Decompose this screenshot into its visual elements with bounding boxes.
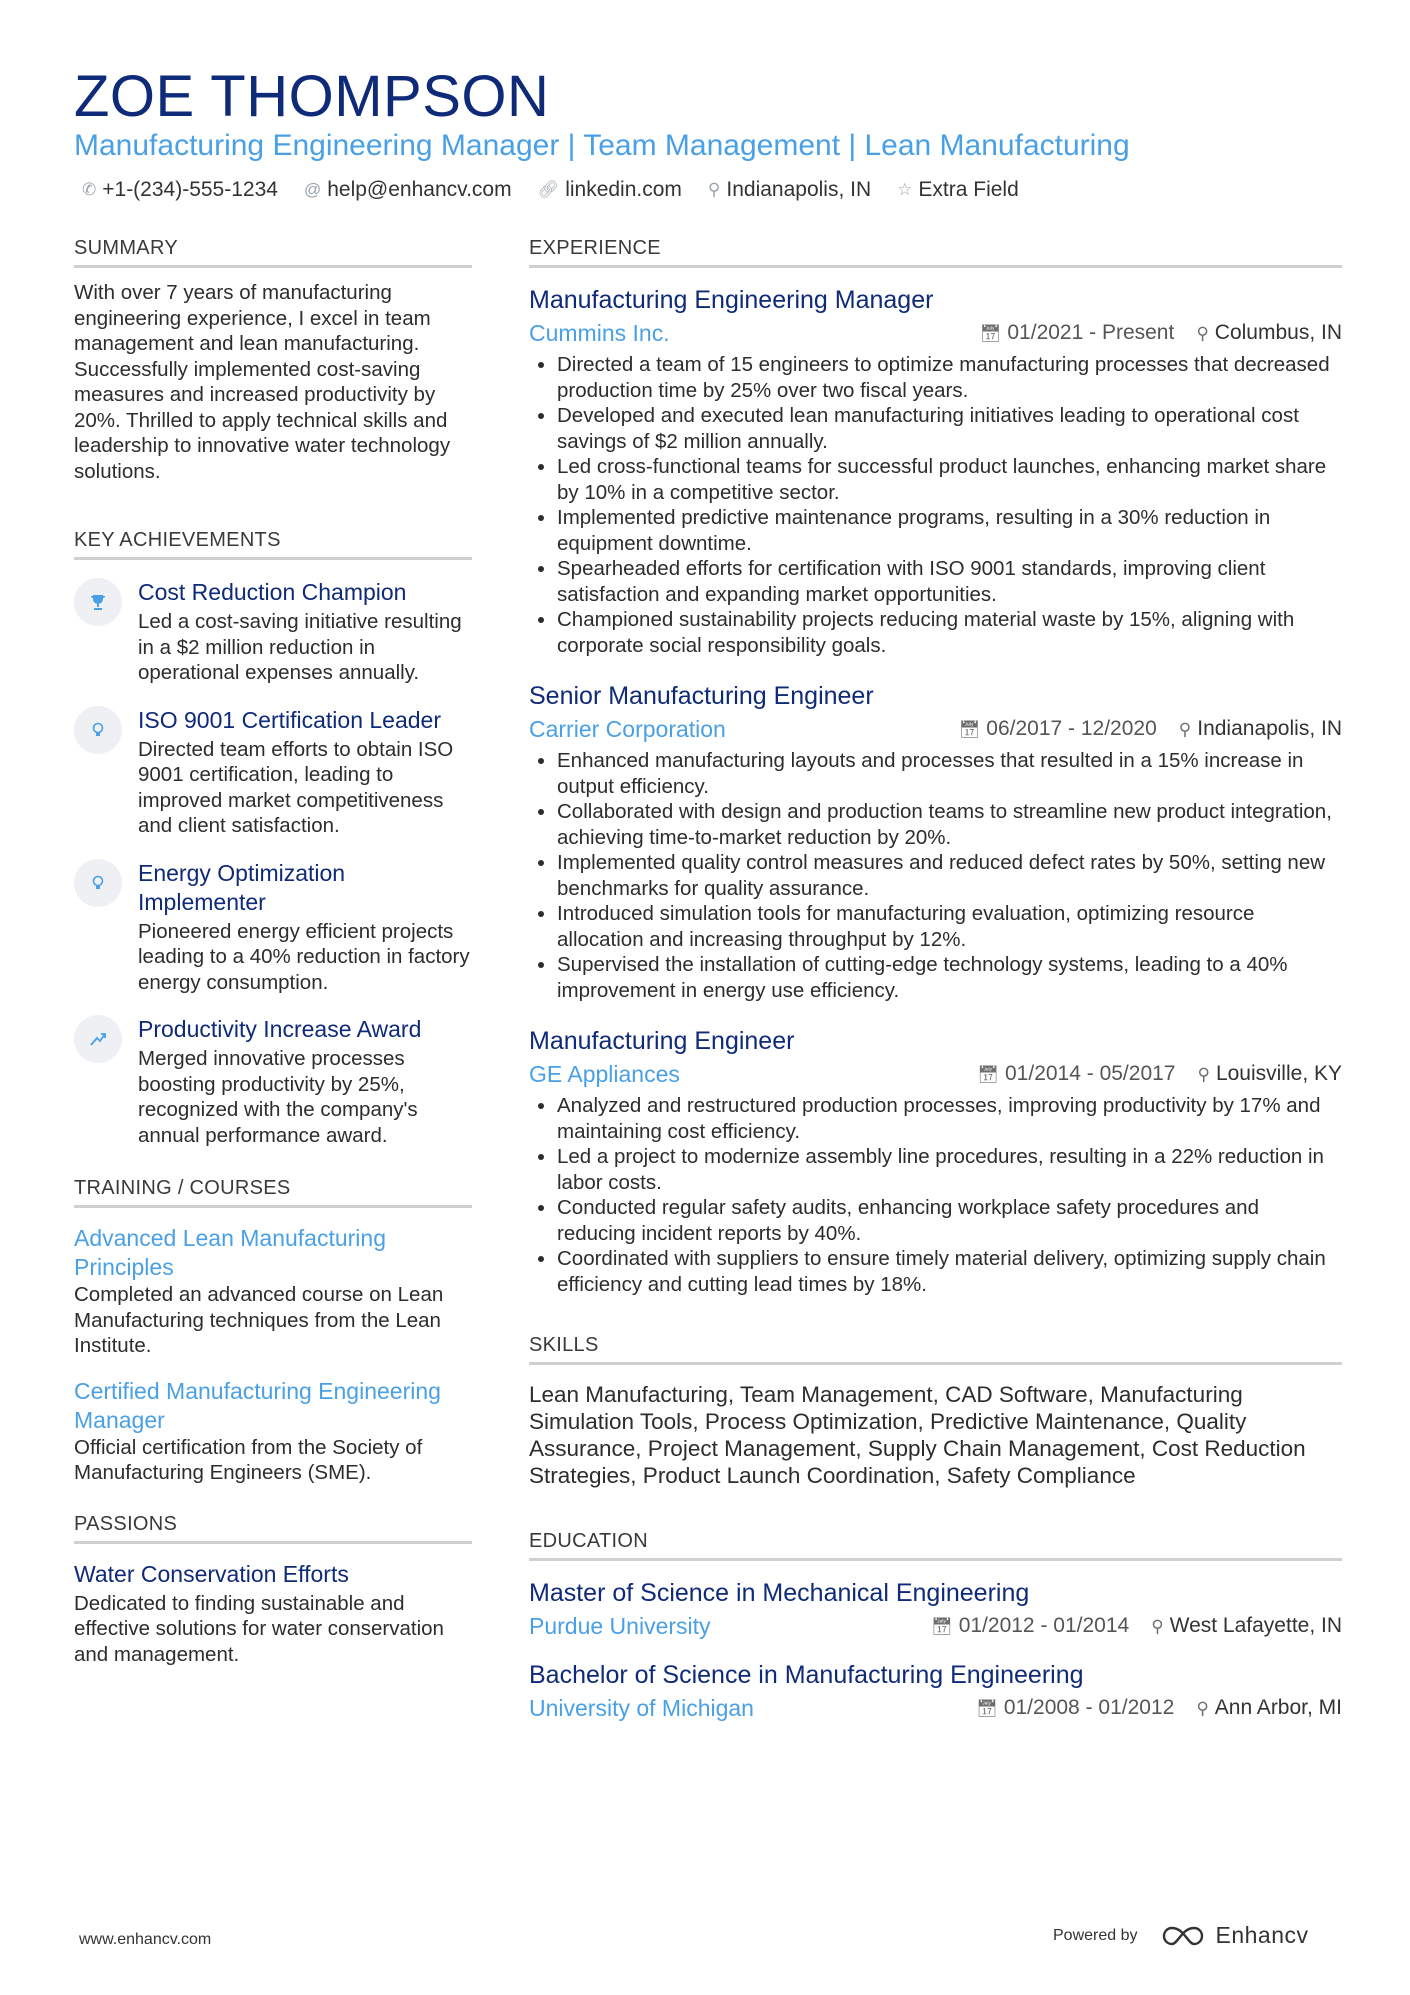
job-title: Manufacturing Engineer (529, 1027, 795, 1055)
bullet: • Led cross-functional teams for successful product launches, enhancing market share by 10% in a competitive sector. (557, 454, 1342, 505)
course-item (74, 1377, 472, 1486)
achievement-item (74, 706, 472, 839)
bullet: • Conducted regular safety audits, enhancing workplace safety procedures and reducing incident reports by 40%. (557, 1195, 1342, 1246)
location-icon: ⚲ (1197, 1065, 1210, 1084)
powered-by-label: Powered by (1053, 1926, 1138, 1944)
company-name: GE Appliances (529, 1061, 680, 1087)
job-meta (529, 714, 1342, 744)
job-dates: 06/2017 - 12/2020 (986, 717, 1157, 740)
achievements-heading: KEY ACHIEVEMENTS (74, 528, 472, 560)
trophy-icon (74, 578, 122, 626)
passion-item (74, 1560, 472, 1668)
company-name: Carrier Corporation (529, 716, 726, 742)
training-heading: TRAINING / COURSES (74, 1176, 472, 1208)
calendar-icon: 📅︎ (976, 1699, 998, 1718)
edu-location: West Lafayette, IN (1169, 1614, 1342, 1637)
bullet: • Enhanced manufacturing layouts and processes that resulted in a 15% increase in output efficiency. (557, 748, 1342, 799)
course-text: Completed an advanced course on Lean Manufacturing techniques from the Lean Institute. (74, 1283, 444, 1357)
footer-site[interactable]: www.enhancv.com (79, 1931, 212, 1948)
achievements-section (74, 528, 472, 1148)
achievement-item (74, 578, 472, 686)
contact-phone[interactable] (82, 178, 278, 202)
bullet: • Analyzed and restructured production processes, improving productivity by 17% and maintaining cost efficiency. (557, 1093, 1342, 1144)
bullet: • Directed a team of 15 engineers to optimize manufacturing processes that decreased production time by 25% over two fiscal years. (557, 352, 1342, 403)
skills-text: Lean Manufacturing, Team Management, CAD Software, Manufacturing Simulation Tools, Process Optimization, Predictive Maintenance, Quality Assurance, Project Management, Supply Chain Management, Cost Reduction Strategies, Product Launch Coordination, Safety Compliance (529, 1382, 1306, 1488)
calendar-icon: 📅︎ (977, 1065, 999, 1084)
experience-heading: EXPERIENCE (529, 236, 1342, 268)
job-dates: 01/2021 - Present (1007, 321, 1175, 344)
degree-title: Bachelor of Science in Manufacturing Engineering (529, 1661, 1084, 1689)
achievement-title: Energy Optimization Implementer (138, 859, 346, 915)
job-bullets (529, 1093, 1342, 1297)
education-entry (529, 1659, 1342, 1723)
at-icon: @ (303, 180, 322, 199)
job-meta (529, 318, 1342, 348)
training-section (74, 1176, 472, 1486)
bullet: • Implemented predictive maintenance programs, resulting in a 30% reduction in equipment downtime. (557, 505, 1342, 556)
growth-icon (74, 1015, 122, 1063)
location-icon: ⚲ (1196, 1699, 1209, 1718)
job-entry (529, 1025, 1342, 1297)
contact-email-text: help@enhancv.com (327, 178, 512, 201)
passion-title: Water Conservation Efforts (74, 1560, 349, 1587)
location-icon: ⚲ (1178, 720, 1192, 739)
location-icon: ⚲ (707, 180, 721, 199)
skills-heading: SKILLS (529, 1333, 1342, 1365)
summary-text: With over 7 years of manufacturing engineering experience, I excel in team management and lean manufacturing. Successfully implemented cost-saving measures and increased productivity by 20%. Thrilled to apply technical skills and leadership to innovative water technology solutions. (74, 281, 451, 483)
link-icon: 🔗︎ (537, 180, 560, 199)
left-column (74, 236, 472, 1685)
job-meta (529, 1059, 1342, 1089)
phone-icon: ✆ (82, 180, 97, 199)
passions-section (74, 1512, 472, 1668)
job-title: Manufacturing Engineering Manager (529, 286, 934, 314)
brand-logo[interactable] (1160, 1922, 1309, 1949)
course-title: Certified Manufacturing Engineering Manager (74, 1377, 441, 1433)
bullet: • Supervised the installation of cutting-edge technology systems, leading to a 40% improvement in energy use efficiency. (557, 952, 1342, 1003)
job-bullets (529, 352, 1342, 658)
achievement-item (74, 859, 472, 996)
job-location: Indianapolis, IN (1197, 717, 1342, 740)
job-entry (529, 680, 1342, 1003)
brand-name: Enhancv (1215, 1922, 1309, 1948)
bullet: • Spearheaded efforts for certification with ISO 9001 standards, improving client satisfaction and expanding market opportunities. (557, 556, 1342, 607)
edu-dates: 01/2012 - 01/2014 (958, 1614, 1130, 1637)
contact-extra-text: Extra Field (918, 178, 1019, 201)
achievement-item (74, 1015, 472, 1148)
headline: Manufacturing Engineering Manager | Team Management | Lean Manufacturing (74, 129, 1130, 162)
job-location: Louisville, KY (1215, 1062, 1342, 1085)
passions-heading: PASSIONS (74, 1512, 472, 1544)
passion-text: Dedicated to finding sustainable and effective solutions for water conservation and management. (74, 1591, 444, 1666)
summary-section (74, 236, 472, 484)
achievement-title: Productivity Increase Award (138, 1016, 422, 1042)
calendar-icon: 📅︎ (931, 1617, 953, 1636)
job-bullets (529, 748, 1342, 1003)
contact-phone-text: +1-(234)-555-1234 (102, 178, 278, 201)
job-dates: 01/2014 - 05/2017 (1005, 1062, 1176, 1085)
candidate-name: ZOE THOMPSON (74, 64, 550, 129)
star-icon: ☆ (897, 180, 913, 199)
bullet: • Led a project to modernize assembly line procedures, resulting in a 22% reduction in labor costs. (557, 1144, 1342, 1195)
education-heading: EDUCATION (529, 1529, 1342, 1561)
course-title: Advanced Lean Manufacturing Principles (74, 1225, 386, 1280)
achievement-text: Merged innovative processes boosting productivity by 25%, recognized with the company's annual performance award. (138, 1047, 418, 1147)
contact-location (708, 178, 871, 202)
achievement-title: Cost Reduction Champion (138, 579, 407, 605)
achievement-text: Led a cost-saving initiative resulting in a $2 million reduction in operational expenses annually. (138, 610, 462, 684)
education-entry (529, 1577, 1342, 1641)
bullet: • Collaborated with design and production teams to streamline new product integration, achieving time-to-market reduction by 20%. (557, 799, 1342, 850)
calendar-icon: 📅︎ (979, 324, 1002, 343)
infinity-icon (1160, 1924, 1206, 1948)
school-name: Purdue University (529, 1613, 711, 1639)
contact-linkedin[interactable] (538, 178, 682, 202)
bullet: • Introduced simulation tools for manufacturing evaluation, optimizing resource allocation and increasing throughput by 12%. (557, 901, 1342, 952)
calendar-icon: 📅︎ (958, 720, 981, 739)
course-text: Official certification from the Society of Manufacturing Engineers (SME). (74, 1435, 423, 1484)
degree-title: Master of Science in Mechanical Engineering (529, 1579, 1030, 1607)
lightbulb-icon (74, 859, 122, 907)
footer-branding (1053, 1922, 1309, 1949)
bullet: • Implemented quality control measures and reduced defect rates by 50%, setting new benchmarks for quality assurance. (557, 850, 1342, 901)
bullet: • Championed sustainability projects reducing material waste by 15%, aligning with corporate social responsibility goals. (557, 607, 1342, 658)
achievement-title: ISO 9001 Certification Leader (138, 706, 442, 733)
location-icon: ⚲ (1151, 1617, 1164, 1636)
education-section (529, 1529, 1342, 1723)
contact-linkedin-text: linkedin.com (565, 178, 682, 201)
bullet: • Developed and executed lean manufacturing initiatives leading to operational cost savings of $2 million annually. (557, 403, 1342, 454)
job-entry (529, 284, 1342, 658)
right-column (529, 236, 1342, 1745)
company-name: Cummins Inc. (529, 320, 670, 346)
achievement-text: Directed team efforts to obtain ISO 9001 certification, leading to improved market competitiveness and client satisfaction. (138, 737, 454, 837)
job-location: Columbus, IN (1214, 321, 1342, 344)
lightbulb-icon (74, 706, 122, 754)
course-item (74, 1224, 472, 1359)
edu-location: Ann Arbor, MI (1214, 1696, 1342, 1719)
school-name: University of Michigan (529, 1695, 754, 1721)
location-icon: ⚲ (1196, 324, 1209, 343)
contact-extra (897, 178, 1019, 202)
experience-section (529, 236, 1342, 1297)
contact-email[interactable] (304, 178, 512, 202)
skills-section (529, 1333, 1342, 1489)
summary-heading: SUMMARY (74, 236, 472, 268)
achievement-text: Pioneered energy efficient projects leading to a 40% reduction in factory energy consumption. (138, 919, 470, 994)
job-title: Senior Manufacturing Engineer (529, 682, 874, 710)
bullet: • Coordinated with suppliers to ensure timely material delivery, optimizing supply chain efficiency and cutting lead times by 18%. (557, 1246, 1342, 1297)
edu-dates: 01/2008 - 01/2012 (1003, 1696, 1175, 1719)
contact-location-text: Indianapolis, IN (726, 178, 872, 201)
contact-bar (82, 178, 1019, 202)
